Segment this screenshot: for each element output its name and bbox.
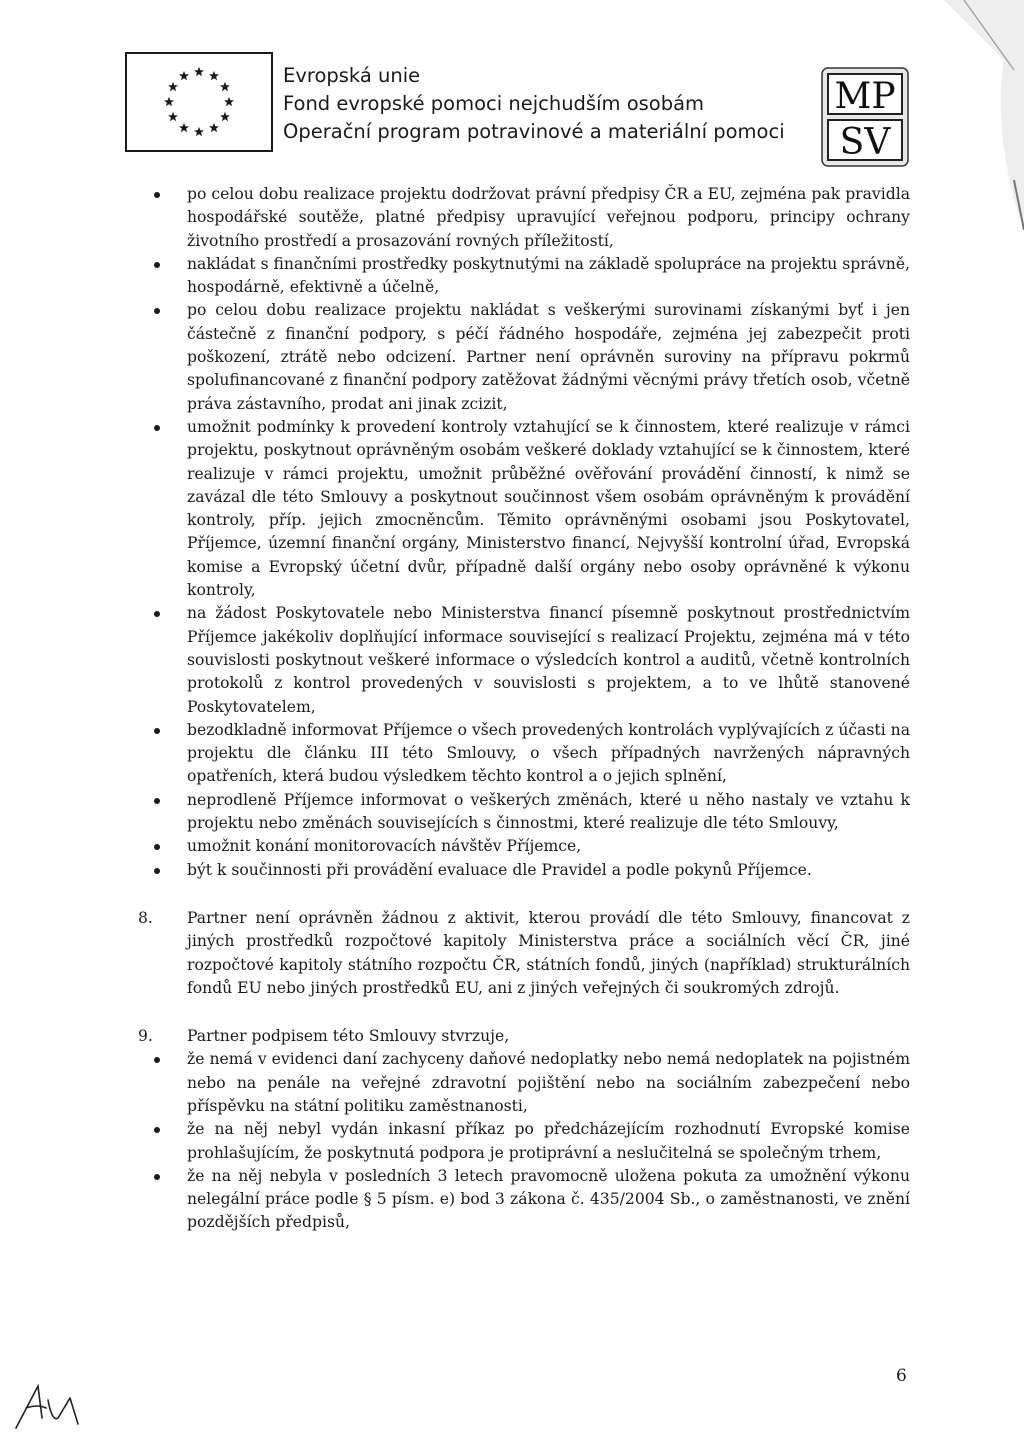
header-line-2: Fond evropské pomoci nejchudším osobám bbox=[283, 92, 705, 115]
header-text bbox=[283, 62, 785, 146]
star-icon bbox=[220, 112, 230, 121]
star-icon bbox=[168, 112, 178, 121]
clause-text: Partner není oprávněn žádnou z aktivit, kterou provádí dle této Smlouvy, financovat z jiných prostředků rozpočtové kapitoly Ministerstva práce a sociálních věcí ČR, jiné rozpočtové kapitoly státního rozpočtu ČR, státních fondů, jiných (například) strukturálních fondů EU nebo jiných prostředků EU, ani z jiných veřejných či soukromých zdrojů. bbox=[187, 908, 910, 997]
star-icon bbox=[209, 123, 219, 132]
clause-number: 8. bbox=[138, 908, 153, 927]
list-item: nakládat s finančními prostředky poskytnutými na základě spolupráce na projektu správně, hospodárně, efektivně a účelně, bbox=[150, 253, 910, 300]
list-item: že na něj nebyla v posledních 3 letech pravomocně uložena pokuta za umožnění výkonu nelegální práce podle § 5 písm. e) bod 3 zákona č. 435/2004 Sb., o zaměstnanosti, ve znění pozdějších předpisů, bbox=[187, 1165, 910, 1235]
star-icon bbox=[179, 71, 189, 80]
list-item: že nemá v evidenci daní zachyceny daňové nedoplatky nebo nemá nedoplatek na pojistném nebo na penále na veřejné zdravotní pojištění nebo na sociálním zabezpečení nebo příspěvku na státní politiku zaměstnanosti, bbox=[187, 1048, 910, 1118]
clause-8 bbox=[138, 907, 910, 1000]
eu-stars-icon bbox=[127, 54, 271, 150]
list-item: být k součinnosti při provádění evaluace dle Pravidel a podle pokynů Příjemce. bbox=[150, 859, 910, 882]
star-icon bbox=[168, 82, 178, 91]
logo-text-top: MP bbox=[834, 76, 896, 117]
list-item: na žádost Poskytovatele nebo Ministerstva financí písemně poskytnout prostřednictvím Příjemce jakékoliv doplňující informace související s realizací Projektu, zejména má v této souvislosti poskytnout veškeré informace o výsledcích kontrol a auditů, včetně kontrolních protokolů z kontrol provedených v souvislosti s projektem, a to ve lhůtě stanovené Poskytovatelem, bbox=[150, 602, 910, 718]
corner-decoration bbox=[904, 0, 1024, 230]
clause-number: 9. bbox=[138, 1027, 153, 1046]
document-body bbox=[138, 183, 911, 1235]
logo-text-bottom: SV bbox=[839, 122, 891, 163]
list-item: po celou dobu realizace projektu dodržovat právní předpisy ČR a EU, zejména pak pravidla hospodářské soutěže, platné předpisy upravující veřejnou podporu, principy ochrany životního prostředí a prosazování rovných příležitostí, bbox=[150, 183, 910, 253]
star-icon bbox=[194, 67, 204, 76]
list-item: umožnit konání monitorovacích návštěv Příjemce, bbox=[150, 835, 910, 858]
header-line-3: Operační program potravinové a materiální pomoci bbox=[283, 120, 785, 143]
header-line-1: Evropská unie bbox=[283, 64, 421, 87]
clause-9 bbox=[138, 1025, 910, 1235]
star-icon bbox=[220, 82, 230, 91]
page-number: 6 bbox=[896, 1366, 907, 1386]
star-icon bbox=[224, 97, 234, 106]
star-icon bbox=[179, 123, 189, 132]
signature-initials bbox=[8, 1378, 98, 1433]
star-icon bbox=[164, 97, 174, 106]
list-item: po celou dobu realizace projektu nakládat s veškerými surovinami získanými byť i jen částečně z finanční podpory, s péčí řádného hospodáře, zejména jej zabezpečit proti poškození, ztrátě nebo odcizení. Partner není oprávněn suroviny na přípravu pokrmů spolufinancované z finanční podpory zatěžovat žádnými věcnými právy třetích osob, včetně práva zástavního, prodat ani jinak zcizit, bbox=[150, 299, 910, 415]
star-icon bbox=[194, 127, 204, 136]
clause-text: Partner podpisem této Smlouvy stvrzuje, bbox=[187, 1027, 510, 1046]
star-icon bbox=[209, 71, 219, 80]
declarations-list bbox=[150, 1048, 910, 1234]
list-item: že na něj nebyl vydán inkasní příkaz po předcházejícím rozhodnutí Evropské komise prohlašujícím, že poskytnutá podpora je protiprávní a neslučitelná se společným trhem, bbox=[187, 1118, 910, 1165]
eu-flag-logo bbox=[125, 52, 273, 152]
obligations-list bbox=[150, 183, 910, 882]
list-item: neprodleně Příjemce informovat o veškerých změnách, které u něho nastaly ve vztahu k projektu nebo změnách souvisejících s činnostmi, které realizuje dle této Smlouvy, bbox=[150, 789, 910, 836]
mpsv-logo bbox=[818, 62, 914, 172]
list-item: umožnit podmínky k provedení kontroly vztahující se k činnostem, které realizuje v rámci projektu, poskytnout oprávněným osobám veškeré doklady vztahující se k činnostem, které realizuje v rámci projektu, umožnit průběžné ověřování provádění činností, k nimž se zavázal dle této Smlouvy a poskytnout součinnost všem osobám oprávněným k provádění kontroly, příp. jejich zmocněncům. Těmito oprávněnými osobami jsou Poskytovatel, Příjemce, územní finanční orgány, Ministerstvo financí, Nejvyšší kontrolní úřad, Evropská komise a Evropský účetní dvůr, případně další orgány nebo osoby oprávněné k výkonu kontroly, bbox=[150, 416, 910, 602]
list-item: bezodkladně informovat Příjemce o všech provedených kontrolách vyplývajících z účasti na projektu dle článku III této Smlouvy, o všech případných navržených nápravných opatřeních, která budou výsledkem těchto kontrol a o jejich splnění, bbox=[150, 719, 910, 789]
